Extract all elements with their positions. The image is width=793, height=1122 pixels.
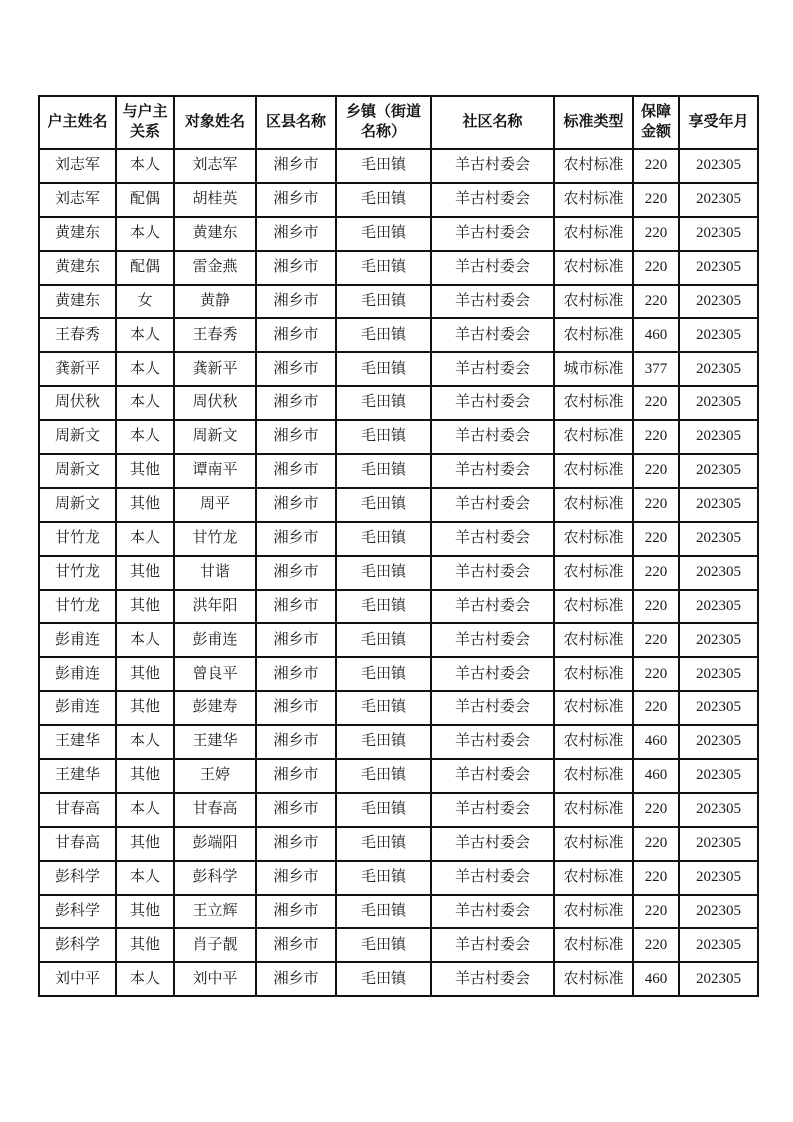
column-header-period: 享受年月 xyxy=(679,96,758,149)
table-cell: 湘乡市 xyxy=(256,420,336,454)
table-cell: 本人 xyxy=(116,962,174,996)
table-cell: 甘春高 xyxy=(39,827,116,861)
table-cell: 农村标准 xyxy=(554,183,633,217)
table-row xyxy=(39,793,758,827)
table-cell: 202305 xyxy=(679,793,758,827)
table-cell: 周伏秋 xyxy=(39,386,116,420)
table-cell: 羊古村委会 xyxy=(431,183,554,217)
table-cell: 湘乡市 xyxy=(256,590,336,624)
table-cell: 220 xyxy=(633,522,679,556)
table-cell: 农村标准 xyxy=(554,962,633,996)
table-cell: 湘乡市 xyxy=(256,691,336,725)
table-cell: 220 xyxy=(633,691,679,725)
table-cell: 农村标准 xyxy=(554,725,633,759)
table-cell: 202305 xyxy=(679,217,758,251)
table-cell: 城市标准 xyxy=(554,352,633,386)
table-cell: 羊古村委会 xyxy=(431,691,554,725)
table-cell: 460 xyxy=(633,962,679,996)
table-cell: 彭建寿 xyxy=(174,691,256,725)
table-cell: 其他 xyxy=(116,827,174,861)
table-cell: 毛田镇 xyxy=(336,691,431,725)
table-cell: 谭南平 xyxy=(174,454,256,488)
table-cell: 彭甫连 xyxy=(39,623,116,657)
table-cell: 毛田镇 xyxy=(336,657,431,691)
table-cell: 202305 xyxy=(679,285,758,319)
table-cell: 洪年阳 xyxy=(174,590,256,624)
table-cell: 彭科学 xyxy=(39,861,116,895)
table-cell: 周伏秋 xyxy=(174,386,256,420)
table-cell: 胡桂英 xyxy=(174,183,256,217)
table-cell: 202305 xyxy=(679,657,758,691)
table-cell: 202305 xyxy=(679,691,758,725)
table-cell: 农村标准 xyxy=(554,251,633,285)
table-cell: 湘乡市 xyxy=(256,928,336,962)
table-cell: 周新文 xyxy=(174,420,256,454)
table-cell: 农村标准 xyxy=(554,454,633,488)
table-cell: 460 xyxy=(633,725,679,759)
table-cell: 农村标准 xyxy=(554,623,633,657)
table-cell: 刘中平 xyxy=(39,962,116,996)
table-cell: 彭甫连 xyxy=(174,623,256,657)
table-row xyxy=(39,386,758,420)
table-cell: 毛田镇 xyxy=(336,318,431,352)
table-cell: 农村标准 xyxy=(554,895,633,929)
table-cell: 220 xyxy=(633,183,679,217)
table-cell: 202305 xyxy=(679,590,758,624)
table-row xyxy=(39,352,758,386)
table-cell: 202305 xyxy=(679,454,758,488)
table-cell: 龚新平 xyxy=(174,352,256,386)
table-cell: 农村标准 xyxy=(554,590,633,624)
table-cell: 202305 xyxy=(679,895,758,929)
table-cell: 肖子靓 xyxy=(174,928,256,962)
table-cell: 王春秀 xyxy=(39,318,116,352)
table-cell: 黄建东 xyxy=(39,217,116,251)
table-cell: 毛田镇 xyxy=(336,861,431,895)
table-cell: 湘乡市 xyxy=(256,657,336,691)
table-cell: 220 xyxy=(633,895,679,929)
table-cell: 羊古村委会 xyxy=(431,725,554,759)
table-cell: 湘乡市 xyxy=(256,623,336,657)
table-cell: 毛田镇 xyxy=(336,928,431,962)
table-cell: 202305 xyxy=(679,251,758,285)
table-row xyxy=(39,759,758,793)
table-cell: 彭端阳 xyxy=(174,827,256,861)
table-cell: 毛田镇 xyxy=(336,827,431,861)
table-cell: 彭甫连 xyxy=(39,657,116,691)
table-cell: 女 xyxy=(116,285,174,319)
table-cell: 彭科学 xyxy=(174,861,256,895)
table-cell: 毛田镇 xyxy=(336,149,431,183)
table-row xyxy=(39,657,758,691)
table-cell: 羊古村委会 xyxy=(431,318,554,352)
table-cell: 毛田镇 xyxy=(336,522,431,556)
column-header-householder-name: 户主姓名 xyxy=(39,96,116,149)
table-row xyxy=(39,962,758,996)
table-cell: 湘乡市 xyxy=(256,793,336,827)
table-cell: 湘乡市 xyxy=(256,386,336,420)
table-cell: 202305 xyxy=(679,522,758,556)
table-row xyxy=(39,285,758,319)
table-row xyxy=(39,420,758,454)
table-row xyxy=(39,895,758,929)
table-cell: 羊古村委会 xyxy=(431,522,554,556)
table-cell: 羊古村委会 xyxy=(431,861,554,895)
table-cell: 羊古村委会 xyxy=(431,590,554,624)
table-cell: 202305 xyxy=(679,352,758,386)
table-cell: 毛田镇 xyxy=(336,217,431,251)
table-cell: 202305 xyxy=(679,420,758,454)
table-cell: 羊古村委会 xyxy=(431,251,554,285)
table-cell: 甘竹龙 xyxy=(39,522,116,556)
table-cell: 220 xyxy=(633,623,679,657)
table-cell: 湘乡市 xyxy=(256,318,336,352)
table-cell: 202305 xyxy=(679,488,758,522)
table-cell: 本人 xyxy=(116,318,174,352)
table-cell: 本人 xyxy=(116,352,174,386)
table-cell: 甘竹龙 xyxy=(39,590,116,624)
table-cell: 毛田镇 xyxy=(336,962,431,996)
table-cell: 本人 xyxy=(116,793,174,827)
table-cell: 湘乡市 xyxy=(256,217,336,251)
table-cell: 毛田镇 xyxy=(336,420,431,454)
table-cell: 龚新平 xyxy=(39,352,116,386)
table-cell: 其他 xyxy=(116,454,174,488)
table-row xyxy=(39,183,758,217)
table-cell: 本人 xyxy=(116,217,174,251)
table-cell: 本人 xyxy=(116,420,174,454)
table-row xyxy=(39,454,758,488)
table-cell: 220 xyxy=(633,861,679,895)
table-cell: 农村标准 xyxy=(554,386,633,420)
table-cell: 农村标准 xyxy=(554,827,633,861)
table-cell: 甘谐 xyxy=(174,556,256,590)
table-cell: 羊古村委会 xyxy=(431,352,554,386)
table-cell: 202305 xyxy=(679,827,758,861)
table-cell: 湘乡市 xyxy=(256,285,336,319)
table-cell: 曾良平 xyxy=(174,657,256,691)
table-cell: 毛田镇 xyxy=(336,623,431,657)
table-cell: 王春秀 xyxy=(174,318,256,352)
column-header-township: 乡镇（街道名称） xyxy=(336,96,431,149)
table-cell: 202305 xyxy=(679,725,758,759)
table-cell: 农村标准 xyxy=(554,420,633,454)
table-cell: 其他 xyxy=(116,691,174,725)
table-row xyxy=(39,318,758,352)
welfare-benefits-table xyxy=(38,95,759,997)
table-cell: 湘乡市 xyxy=(256,149,336,183)
table-cell: 本人 xyxy=(116,725,174,759)
table-cell: 羊古村委会 xyxy=(431,759,554,793)
table-cell: 王建华 xyxy=(39,759,116,793)
table-cell: 湘乡市 xyxy=(256,556,336,590)
table-cell: 本人 xyxy=(116,861,174,895)
table-cell: 羊古村委会 xyxy=(431,928,554,962)
table-cell: 毛田镇 xyxy=(336,759,431,793)
table-row xyxy=(39,590,758,624)
table-cell: 湘乡市 xyxy=(256,861,336,895)
table-cell: 黄建东 xyxy=(174,217,256,251)
table-cell: 毛田镇 xyxy=(336,590,431,624)
table-cell: 农村标准 xyxy=(554,793,633,827)
table-cell: 202305 xyxy=(679,318,758,352)
table-cell: 毛田镇 xyxy=(336,895,431,929)
column-header-standard-type: 标准类型 xyxy=(554,96,633,149)
table-cell: 毛田镇 xyxy=(336,725,431,759)
table-cell: 湘乡市 xyxy=(256,183,336,217)
table-cell: 湘乡市 xyxy=(256,827,336,861)
table-cell: 农村标准 xyxy=(554,861,633,895)
table-cell: 羊古村委会 xyxy=(431,217,554,251)
table-cell: 220 xyxy=(633,928,679,962)
table-cell: 202305 xyxy=(679,962,758,996)
column-header-community: 社区名称 xyxy=(431,96,554,149)
table-cell: 羊古村委会 xyxy=(431,556,554,590)
table-cell: 湘乡市 xyxy=(256,488,336,522)
table-cell: 220 xyxy=(633,488,679,522)
table-cell: 其他 xyxy=(116,488,174,522)
table-cell: 毛田镇 xyxy=(336,285,431,319)
table-cell: 农村标准 xyxy=(554,217,633,251)
table-cell: 毛田镇 xyxy=(336,251,431,285)
table-cell: 甘竹龙 xyxy=(174,522,256,556)
table-cell: 农村标准 xyxy=(554,691,633,725)
table-cell: 羊古村委会 xyxy=(431,285,554,319)
table-cell: 202305 xyxy=(679,759,758,793)
table-row xyxy=(39,827,758,861)
table-cell: 王建华 xyxy=(39,725,116,759)
column-header-subject-name: 对象姓名 xyxy=(174,96,256,149)
table-cell: 刘志军 xyxy=(39,183,116,217)
table-cell: 湘乡市 xyxy=(256,759,336,793)
table-cell: 羊古村委会 xyxy=(431,962,554,996)
table-cell: 羊古村委会 xyxy=(431,149,554,183)
table-cell: 毛田镇 xyxy=(336,386,431,420)
table-cell: 刘志军 xyxy=(39,149,116,183)
table-body xyxy=(39,149,758,996)
table-cell: 202305 xyxy=(679,623,758,657)
table-cell: 黄建东 xyxy=(39,285,116,319)
table-row xyxy=(39,251,758,285)
table-cell: 彭科学 xyxy=(39,895,116,929)
table-cell: 羊古村委会 xyxy=(431,895,554,929)
table-cell: 农村标准 xyxy=(554,488,633,522)
table-cell: 220 xyxy=(633,285,679,319)
table-cell: 羊古村委会 xyxy=(431,657,554,691)
table-cell: 毛田镇 xyxy=(336,183,431,217)
table-cell: 农村标准 xyxy=(554,556,633,590)
table-row xyxy=(39,623,758,657)
table-row xyxy=(39,691,758,725)
table-cell: 毛田镇 xyxy=(336,488,431,522)
table-cell: 农村标准 xyxy=(554,149,633,183)
table-cell: 湘乡市 xyxy=(256,895,336,929)
table-row xyxy=(39,488,758,522)
table-cell: 湘乡市 xyxy=(256,352,336,386)
table-cell: 377 xyxy=(633,352,679,386)
table-cell: 毛田镇 xyxy=(336,454,431,488)
table-cell: 农村标准 xyxy=(554,522,633,556)
table-cell: 202305 xyxy=(679,861,758,895)
table-cell: 毛田镇 xyxy=(336,556,431,590)
table-cell: 刘志军 xyxy=(174,149,256,183)
table-cell: 湘乡市 xyxy=(256,725,336,759)
table-cell: 周新文 xyxy=(39,488,116,522)
table-cell: 其他 xyxy=(116,759,174,793)
table-cell: 220 xyxy=(633,251,679,285)
table-cell: 460 xyxy=(633,759,679,793)
table-row xyxy=(39,861,758,895)
table-cell: 农村标准 xyxy=(554,759,633,793)
table-cell: 黄静 xyxy=(174,285,256,319)
table-row xyxy=(39,217,758,251)
table-cell: 农村标准 xyxy=(554,285,633,319)
table-cell: 湘乡市 xyxy=(256,522,336,556)
table-cell: 毛田镇 xyxy=(336,793,431,827)
table-cell: 220 xyxy=(633,556,679,590)
table-row xyxy=(39,522,758,556)
table-row xyxy=(39,556,758,590)
table-cell: 王建华 xyxy=(174,725,256,759)
table-cell: 本人 xyxy=(116,623,174,657)
table-cell: 农村标准 xyxy=(554,318,633,352)
table-cell: 甘春高 xyxy=(39,793,116,827)
table-cell: 其他 xyxy=(116,556,174,590)
table-cell: 农村标准 xyxy=(554,928,633,962)
column-header-amount: 保障金额 xyxy=(633,96,679,149)
table-cell: 220 xyxy=(633,386,679,420)
table-cell: 羊古村委会 xyxy=(431,488,554,522)
table-cell: 甘春高 xyxy=(174,793,256,827)
table-cell: 220 xyxy=(633,827,679,861)
table-cell: 羊古村委会 xyxy=(431,623,554,657)
table-cell: 220 xyxy=(633,590,679,624)
table-cell: 湘乡市 xyxy=(256,251,336,285)
table-cell: 农村标准 xyxy=(554,657,633,691)
table-cell: 220 xyxy=(633,217,679,251)
table-cell: 202305 xyxy=(679,183,758,217)
table-row xyxy=(39,149,758,183)
table-cell: 220 xyxy=(633,454,679,488)
table-cell: 本人 xyxy=(116,522,174,556)
table-cell: 其他 xyxy=(116,928,174,962)
column-header-relationship: 与户主关系 xyxy=(116,96,174,149)
table-cell: 其他 xyxy=(116,657,174,691)
table-cell: 周新文 xyxy=(39,420,116,454)
table-cell: 配偶 xyxy=(116,251,174,285)
table-cell: 本人 xyxy=(116,149,174,183)
table-cell: 王立辉 xyxy=(174,895,256,929)
table-cell: 毛田镇 xyxy=(336,352,431,386)
column-header-district: 区县名称 xyxy=(256,96,336,149)
table-cell: 羊古村委会 xyxy=(431,420,554,454)
table-cell: 220 xyxy=(633,657,679,691)
table-cell: 其他 xyxy=(116,895,174,929)
table-cell: 202305 xyxy=(679,928,758,962)
table-cell: 黄建东 xyxy=(39,251,116,285)
table-cell: 220 xyxy=(633,420,679,454)
table-cell: 220 xyxy=(633,793,679,827)
table-header-row xyxy=(39,96,758,149)
table-cell: 周平 xyxy=(174,488,256,522)
table-cell: 羊古村委会 xyxy=(431,793,554,827)
table-cell: 周新文 xyxy=(39,454,116,488)
table-cell: 羊古村委会 xyxy=(431,386,554,420)
table-cell: 湘乡市 xyxy=(256,454,336,488)
table-cell: 雷金燕 xyxy=(174,251,256,285)
table-cell: 202305 xyxy=(679,556,758,590)
table-cell: 羊古村委会 xyxy=(431,827,554,861)
table-cell: 羊古村委会 xyxy=(431,454,554,488)
table-cell: 彭科学 xyxy=(39,928,116,962)
table-cell: 彭甫连 xyxy=(39,691,116,725)
table-cell: 配偶 xyxy=(116,183,174,217)
table-cell: 湘乡市 xyxy=(256,962,336,996)
table-cell: 刘中平 xyxy=(174,962,256,996)
table-cell: 202305 xyxy=(679,386,758,420)
table-row xyxy=(39,928,758,962)
table-row xyxy=(39,725,758,759)
table-cell: 本人 xyxy=(116,386,174,420)
table-cell: 460 xyxy=(633,318,679,352)
table-cell: 其他 xyxy=(116,590,174,624)
table-cell: 甘竹龙 xyxy=(39,556,116,590)
table-cell: 王婷 xyxy=(174,759,256,793)
table-cell: 220 xyxy=(633,149,679,183)
table-cell: 202305 xyxy=(679,149,758,183)
